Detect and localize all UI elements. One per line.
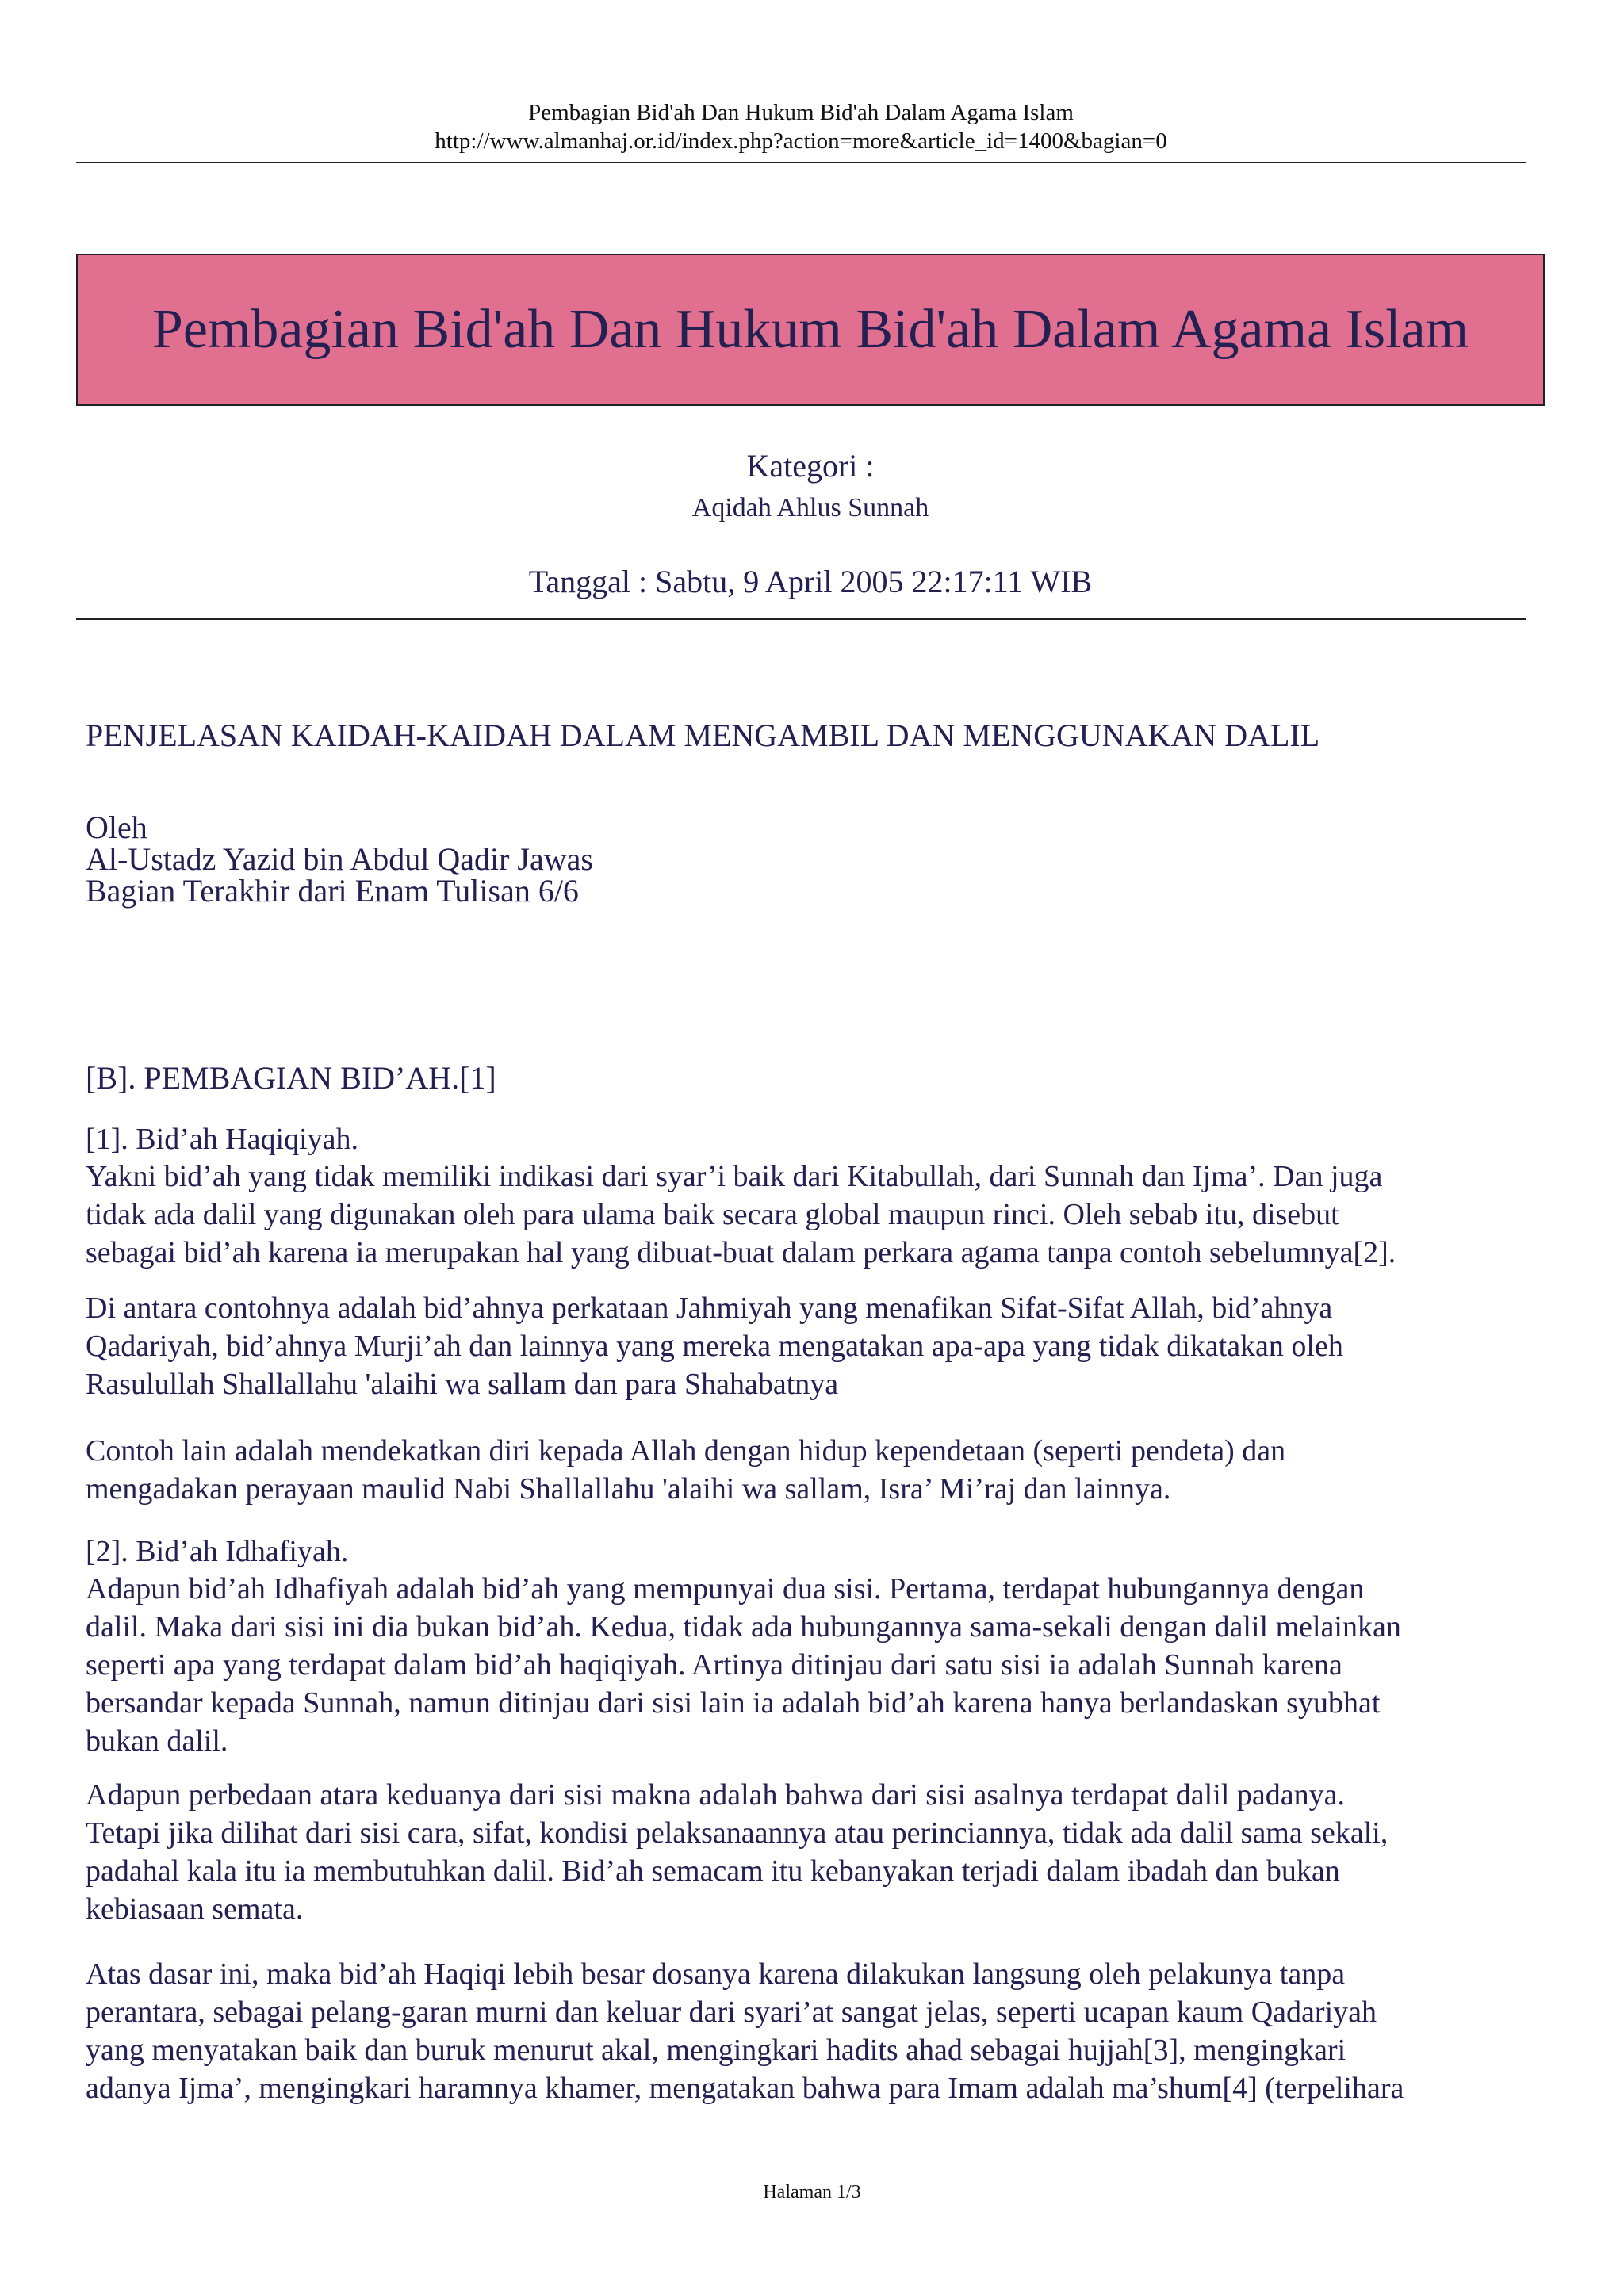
paragraph-line: bersandar kepada Sunnah, namun ditinjau dari sisi lain ia adalah bid’ah karena hanya berlandaskan syubhat [86,1686,1381,1720]
paragraph-line: sebagai bid’ah karena ia merupakan hal yang dibuat-buat dalam perkara agama tanpa contoh sebelumnya[2]. [86,1236,1396,1269]
author-block [86,809,1545,909]
paragraph-line: Adapun perbedaan atara keduanya dari sisi makna adalah bahwa dari sisi asalnya terdapat dalil padanya. [86,1778,1345,1812]
article-title: Pembagian Bid'ah Dan Hukum Bid'ah Dalam Agama Islam [151,299,1469,360]
article-title-box [76,254,1545,406]
header-divider [76,162,1526,163]
section-heading: [B]. PEMBAGIAN BID’AH.[1] [86,1060,496,1096]
paragraph-line: Rasulullah Shallallahu 'alaihi wa sallam dan para Shahabatnya [86,1368,839,1401]
paragraph-line: padahal kala itu ia membutuhkan dalil. Bid’ah semacam itu kebanyakan terjadi dalam ibadah dan bukan [86,1854,1340,1888]
kategori-value: Aqidah Ahlus Sunnah [691,493,929,522]
paragraph-line: Atas dasar ini, maka bid’ah Haqiqi lebih besar dosanya karena dilakukan langsung oleh pelakunya tanpa [86,1957,1346,1991]
paragraph-line: tidak ada dalil yang digunakan oleh para ulama baik secara global maupun rinci. Oleh sebab itu, disebut [86,1198,1339,1231]
paragraph-line: seperti apa yang terdapat dalam bid’ah haqiqiyah. Artinya ditinjau dari satu sisi ia adalah Sunnah karena [86,1648,1342,1682]
subsection-haqiqiyah [86,1121,1545,1272]
author-line: Al-Ustadz Yazid bin Abdul Qadir Jawas [86,841,593,877]
paragraph-line: Di antara contohnya adalah bid’ahnya perkataan Jahmiyah yang menafikan Sifat-Sifat Allah, bid’ahnya [86,1292,1333,1325]
subsection-idhafiyah [86,1533,1545,1760]
paragraph-line: Yakni bid’ah yang tidak memiliki indikasi dari syar’i baik dari Kitabullah, dari Sunnah dan Ijma’. Dan juga [86,1160,1383,1193]
paragraph-line: kebiasaan semata. [86,1892,304,1926]
paragraph-line: Adapun bid’ah Idhafiyah adalah bid’ah yang mempunyai dua sisi. Pertama, terdapat hubungannya dengan [86,1572,1365,1605]
page-number: Halaman 1/3 [763,2182,861,2202]
paragraph-line: Tetapi jika dilihat dari sisi cara, sifat, kondisi pelaksanaannya atau perinciannya, tidak ada dalil sama sekali, [86,1816,1388,1850]
publish-date: Tanggal : Sabtu, 9 April 2005 22:17:11 WIB [528,564,1093,599]
paragraph [86,1432,1545,1508]
author-line: Bagian Terakhir dari Enam Tulisan 6/6 [86,873,579,909]
page-running-header [76,98,1526,155]
paragraph [86,1955,1545,2107]
author-line: Oleh [86,809,147,845]
paragraph-line: yang menyatakan baik dan buruk menurut akal, mengingkari hadits ahad sebagai hujjah[3], mengingkari [86,2034,1346,2067]
paragraph-line: Contoh lain adalah mendekatkan diri kepada Allah dengan hidup kependetaan (seperti pendeta) dan [86,1434,1286,1468]
paragraph-line: adanya Ijma’, mengingkari haramnya khamer, mengatakan bahwa para Imam adalah ma’shum[4] (terpelihara [86,2072,1404,2105]
section-heading-block [86,1059,1545,1097]
kategori-label: Kategori : [746,448,875,484]
running-header-title: Pembagian Bid'ah Dan Hukum Bid'ah Dalam Agama Islam [528,100,1074,125]
paragraph-line: mengadakan perayaan maulid Nabi Shallallahu 'alaihi wa sallam, Isra’ Mi’raj dan lainnya. [86,1472,1171,1506]
meta-divider [76,618,1526,620]
paragraph-line: dalil. Maka dari sisi ini dia bukan bid’ah. Kedua, tidak ada hubungannya sama-sekali dengan dalil melainkan [86,1610,1401,1644]
article-heading-block [86,717,1545,755]
paragraph [86,1289,1545,1403]
paragraph-line: bukan dalil. [86,1724,228,1758]
paragraph [86,1776,1545,1928]
running-header-url: http://www.almanhaj.or.id/index.php?action=more&article_id=1400&bagian=0 [435,128,1167,154]
subsection-title: [1]. Bid’ah Haqiqiyah. [86,1123,359,1156]
paragraph-line: perantara, sebagai pelang-garan murni dan keluar dari syari’at sangat jelas, seperti ucapan kaum Qadariyah [86,1996,1377,2029]
paragraph-line: Qadariyah, bid’ahnya Murji’ah dan lainnya yang mereka mengatakan apa-apa yang tidak dikatakan oleh [86,1330,1343,1363]
subsection-title: [2]. Bid’ah Idhafiyah. [86,1535,349,1568]
article-heading: PENJELASAN KAIDAH-KAIDAH DALAM MENGAMBIL DAN MENGGUNAKAN DALIL [86,718,1320,753]
